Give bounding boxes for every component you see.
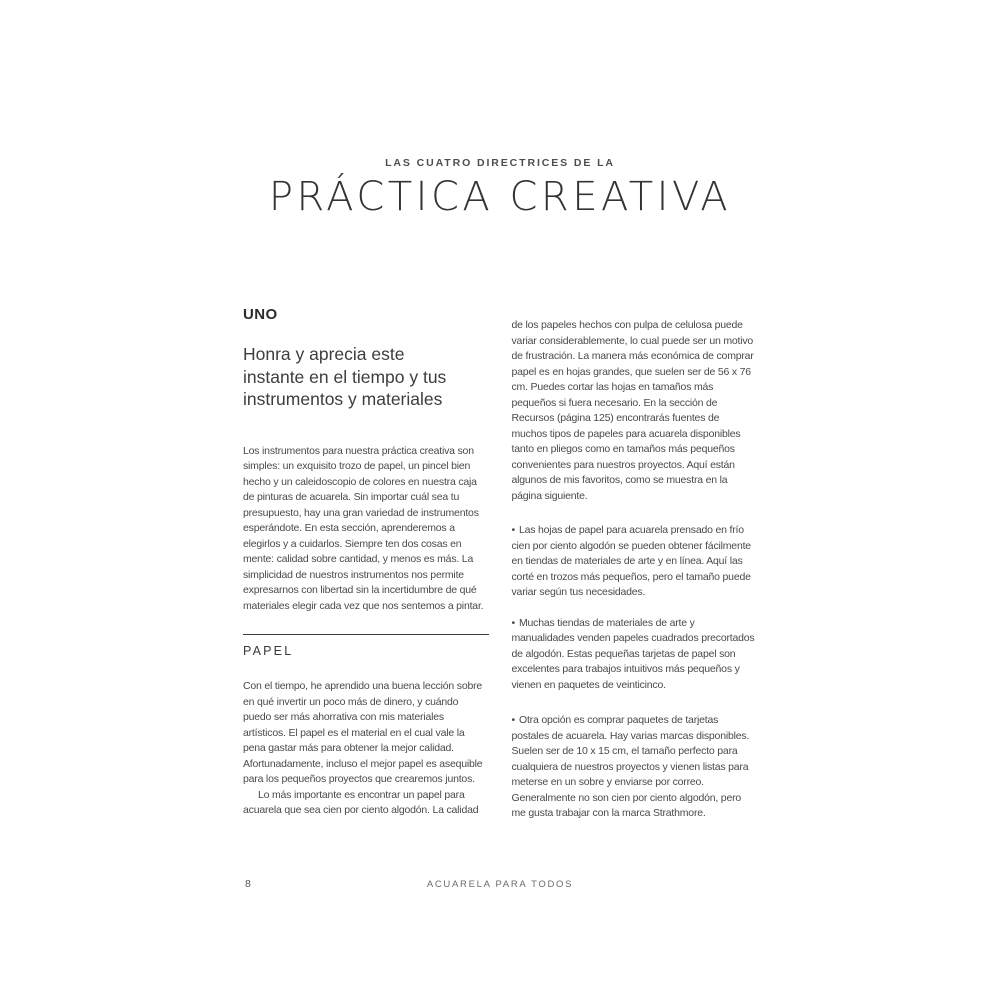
- subtitle-line: Honra y aprecia este: [243, 344, 405, 364]
- page-footer: [243, 876, 757, 896]
- papel-heading: PAPEL: [243, 644, 294, 658]
- page-title: PRÁCTICA CREATIVA: [268, 174, 732, 220]
- bullet-marker-icon: •: [511, 524, 515, 536]
- page-kicker: LAS CUATRO DIRECTRICES DE LA: [385, 157, 615, 169]
- papel-paragraph: Con el tiempo, he aprendido una buena lección sobre en qué invertir un poco más de dinero, y cuándo puedo ser más ahorrativa con mis materiales artísticos. El papel es el material en el cual vale la pena gastar más para obtener la mejor calidad. Afortunadamente, incluso el mejor papel es asequible para los pequeños proyectos que crearemos juntos.: [243, 680, 483, 785]
- intro-paragraph: Los instrumentos para nuestra práctica creativa son simples: un exquisito trozo de papel, un pincel bien hecho y un caleidoscopio de colores en nuestra caja de pinturas de acuarela. Sin importar cuál sea tu presupuesto, hay una gran variedad de instrumentos esperándote. En esta sección, aprenderemos a elegirlos y a cuidarlos. Siempre ten dos cosas en mente: calidad sobre cantidad, y menos es más. La simplicidad de nuestros instrumentos nos permite expresarnos con libertad sin la incertidumbre de qué materiales elegir cada vez que nos sentemos a pintar.: [243, 444, 484, 612]
- footer-running-title: ACUARELA PARA TODOS: [426, 879, 574, 890]
- bullet-text: Otra opción es comprar paquetes de tarjetas postales de acuarela. Hay varias marcas disponibles. Suelen ser de 10 x 15 cm, el tamaño perfecto para cualquiera de nuestros proyectos y vienen listas para meterse en un sobre y enviarse por correo. Generalmente no son cien por ciento algodón, pero me gusta trabajar con la marca Strathmore.: [511, 714, 750, 819]
- bullet-text: Muchas tiendas de materiales de arte y manualidades venden papeles cuadrados precortados de algodón. Estas pequeñas tarjetas de papel son excelentes para trabajos intuitivos más pequeños y vienen en paquetes de veinticinco.: [511, 616, 755, 691]
- bullet-text: Las hojas de papel para acuarela prensado en frío cien por ciento algodón se pueden obtener fácilmente en tiendas de materiales de arte y en línea. Aquí las corté en trozos más pequeños, pero el tamaño puede variar según tus necesidades.: [511, 524, 751, 598]
- right-column: [512, 306, 758, 822]
- bullet-marker-icon: •: [511, 616, 515, 629]
- section-divider: [243, 634, 489, 635]
- bullet-item: [512, 713, 758, 822]
- bullet-item: [512, 616, 758, 694]
- bullet-marker-icon: •: [511, 714, 515, 726]
- section-number: UNO: [243, 306, 278, 323]
- continuation-paragraph: de los papeles hechos con pulpa de celulosa puede variar considerablemente, lo cual puede ser un motivo de frustración. La manera más económica de comprar papel es en hojas grandes, que suelen ser de 56 x 76 cm. Puedes cortar las hojas en tamaños más pequeños si fuera necesario. En la sección de Recursos (página 125) encontrarás fuentes de muchos tipos de papeles para acuarela disponibles tanto en pliegos como en tamaños más pequeños convenientes para nuestros proyectos. Aquí están algunos de mis favoritos, como se muestra en la página siguiente.: [511, 319, 754, 502]
- footer-page-number: 8: [245, 878, 251, 890]
- section-subtitle: [243, 343, 489, 411]
- left-column: [243, 306, 489, 822]
- subtitle-line: instrumentos y materiales: [243, 389, 443, 409]
- papel-paragraph: Lo más importante es encontrar un papel para acuarela que sea cien por ciento algodón. La calidad: [243, 788, 479, 816]
- bullet-item: [512, 523, 758, 601]
- text-columns: [243, 306, 757, 822]
- subtitle-line: instante en el tiempo y tus: [243, 366, 447, 387]
